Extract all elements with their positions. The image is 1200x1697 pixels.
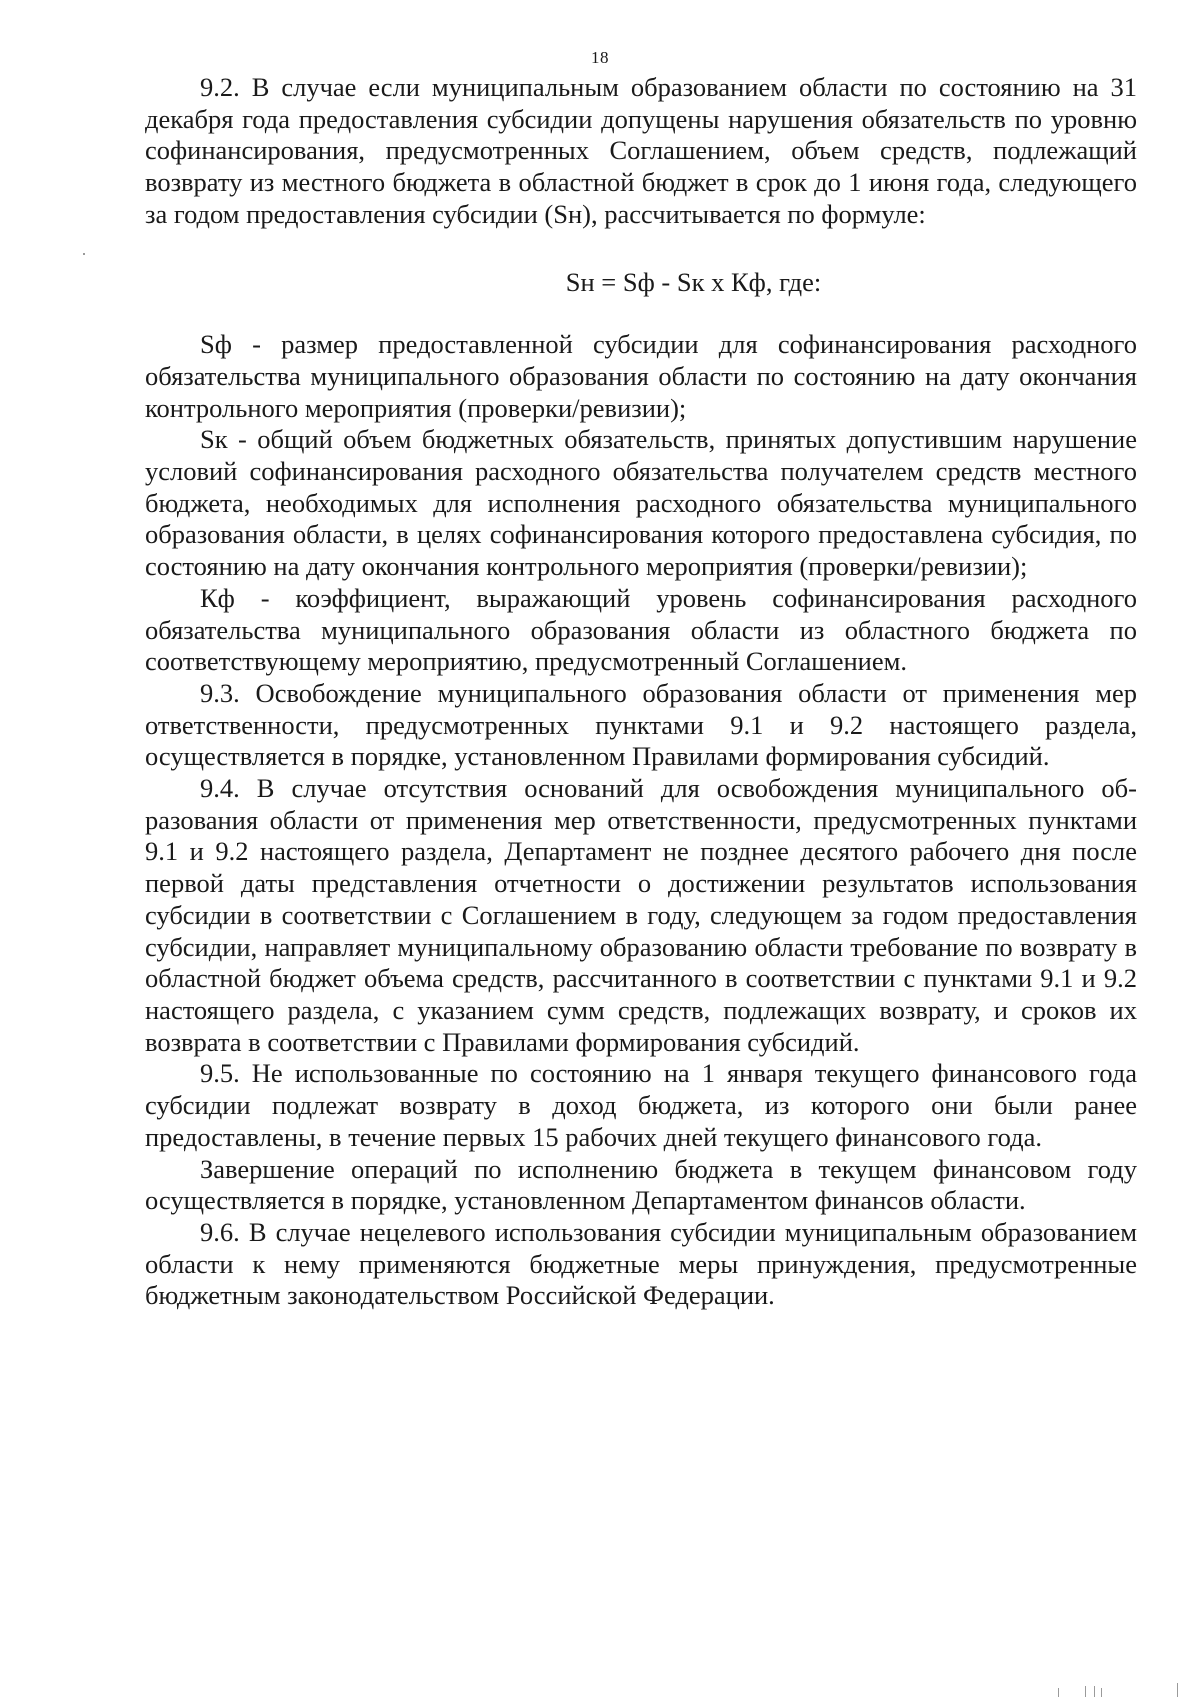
document-body	[145, 72, 1137, 1312]
definition-kf: Кф - коэффициент, выражающий уровень софинансирования расходного обязательства муниципального образования области из областного бюджета по соответствующему мероприятию, предусмотренный Соглашением.	[145, 582, 1137, 677]
paragraph-9-3: 9.3. Освобождение муниципального образования области от применения мер ответственности, предусмотренных пунктами 9.1 и 9.2 настоящего раздела, осуществляется в порядке, установленном Правилами формирования субсидий.	[145, 677, 1137, 772]
scan-mark-bottom-3	[1094, 1686, 1095, 1697]
paragraph-9-6: 9.6. В случае нецелевого использования субсидии муниципальным образованием области к нему применяются бюджетные меры принуждения, предусмотренные бюджетным законодательством Российской Федерации.	[145, 1216, 1137, 1311]
scan-mark-left	[83, 253, 85, 255]
definition-sf: Sф - размер предоставленной субсидии для софинансирования расходного обязательства муниципального образования области по состоянию на дату окончания контрольного мероприятия (проверки/ревизии);	[145, 329, 1137, 423]
paragraph-completion: Завершение операций по исполнению бюджета в текущем финансовом году осуществляется в порядке, установленном Департаментом финансов области.	[145, 1153, 1137, 1216]
paragraph-9-2: 9.2. В случае если муниципальным образованием области по состоянию на 31 декабря года предоставления субсидии допущены нарушения обязательств по уровню софинансирования, предусмотренных Соглашением, объем средств, подлежащий возврату из местного бюджета в областной бюджет в срок до 1 июня года, следующего за годом предоставления субсидии (Sн), рассчитывается по формуле:	[145, 72, 1137, 229]
scan-mark-bottom-4	[1101, 1688, 1102, 1697]
formula: Sн = Sф - Sк х Кф, где:	[565, 266, 822, 297]
scan-mark-bottom-2	[1085, 1686, 1086, 1697]
page-number: 18	[591, 48, 609, 67]
paragraph-9-4: 9.4. В случае отсутствия оснований для освобождения муниципального образования области от применения мер ответственности, предусмотренных пунктами 9.1 и 9.2 настоящего раздела, Департамент не позднее десятого рабочего дня после первой даты представления отчетности о достижении результатов использования субсидии в соответствии с Соглашением в году, следующем за годом предоставления субсидии, направляет муниципальному образованию области требование по возврату в областной бюджет объема средств, рассчитанного в соответствии с пунктами 9.1 и 9.2 настоящего раздела, с указанием сумм средств, подлежащих возврату, и сроков их возврата в соответствии с Правилами формирования субсидий.	[145, 773, 1137, 1057]
paragraph-9-5: 9.5. Не использованные по состоянию на 1 января текущего финансового года субсидии подлежат возврату в доход бюджета, из которого они были ранее предоставлены, в течение первых 15 рабочих дней текущего финансового года.	[145, 1058, 1137, 1152]
definition-sk: Sк - общий объем бюджетных обязательств, принятых допустившим нарушение условий софинансирования расходного обязательства получателем средств местного бюджета, необходимых для исполнения расходного обязательства муниципального образования области, в целях софинансирования которого предоставлена субсидия, по состоянию на дату окончания контрольного мероприятия (проверки/ревизии);	[145, 424, 1137, 582]
scan-mark-bottom-5	[1177, 1683, 1178, 1697]
scan-mark-bottom-1	[1058, 1688, 1059, 1697]
